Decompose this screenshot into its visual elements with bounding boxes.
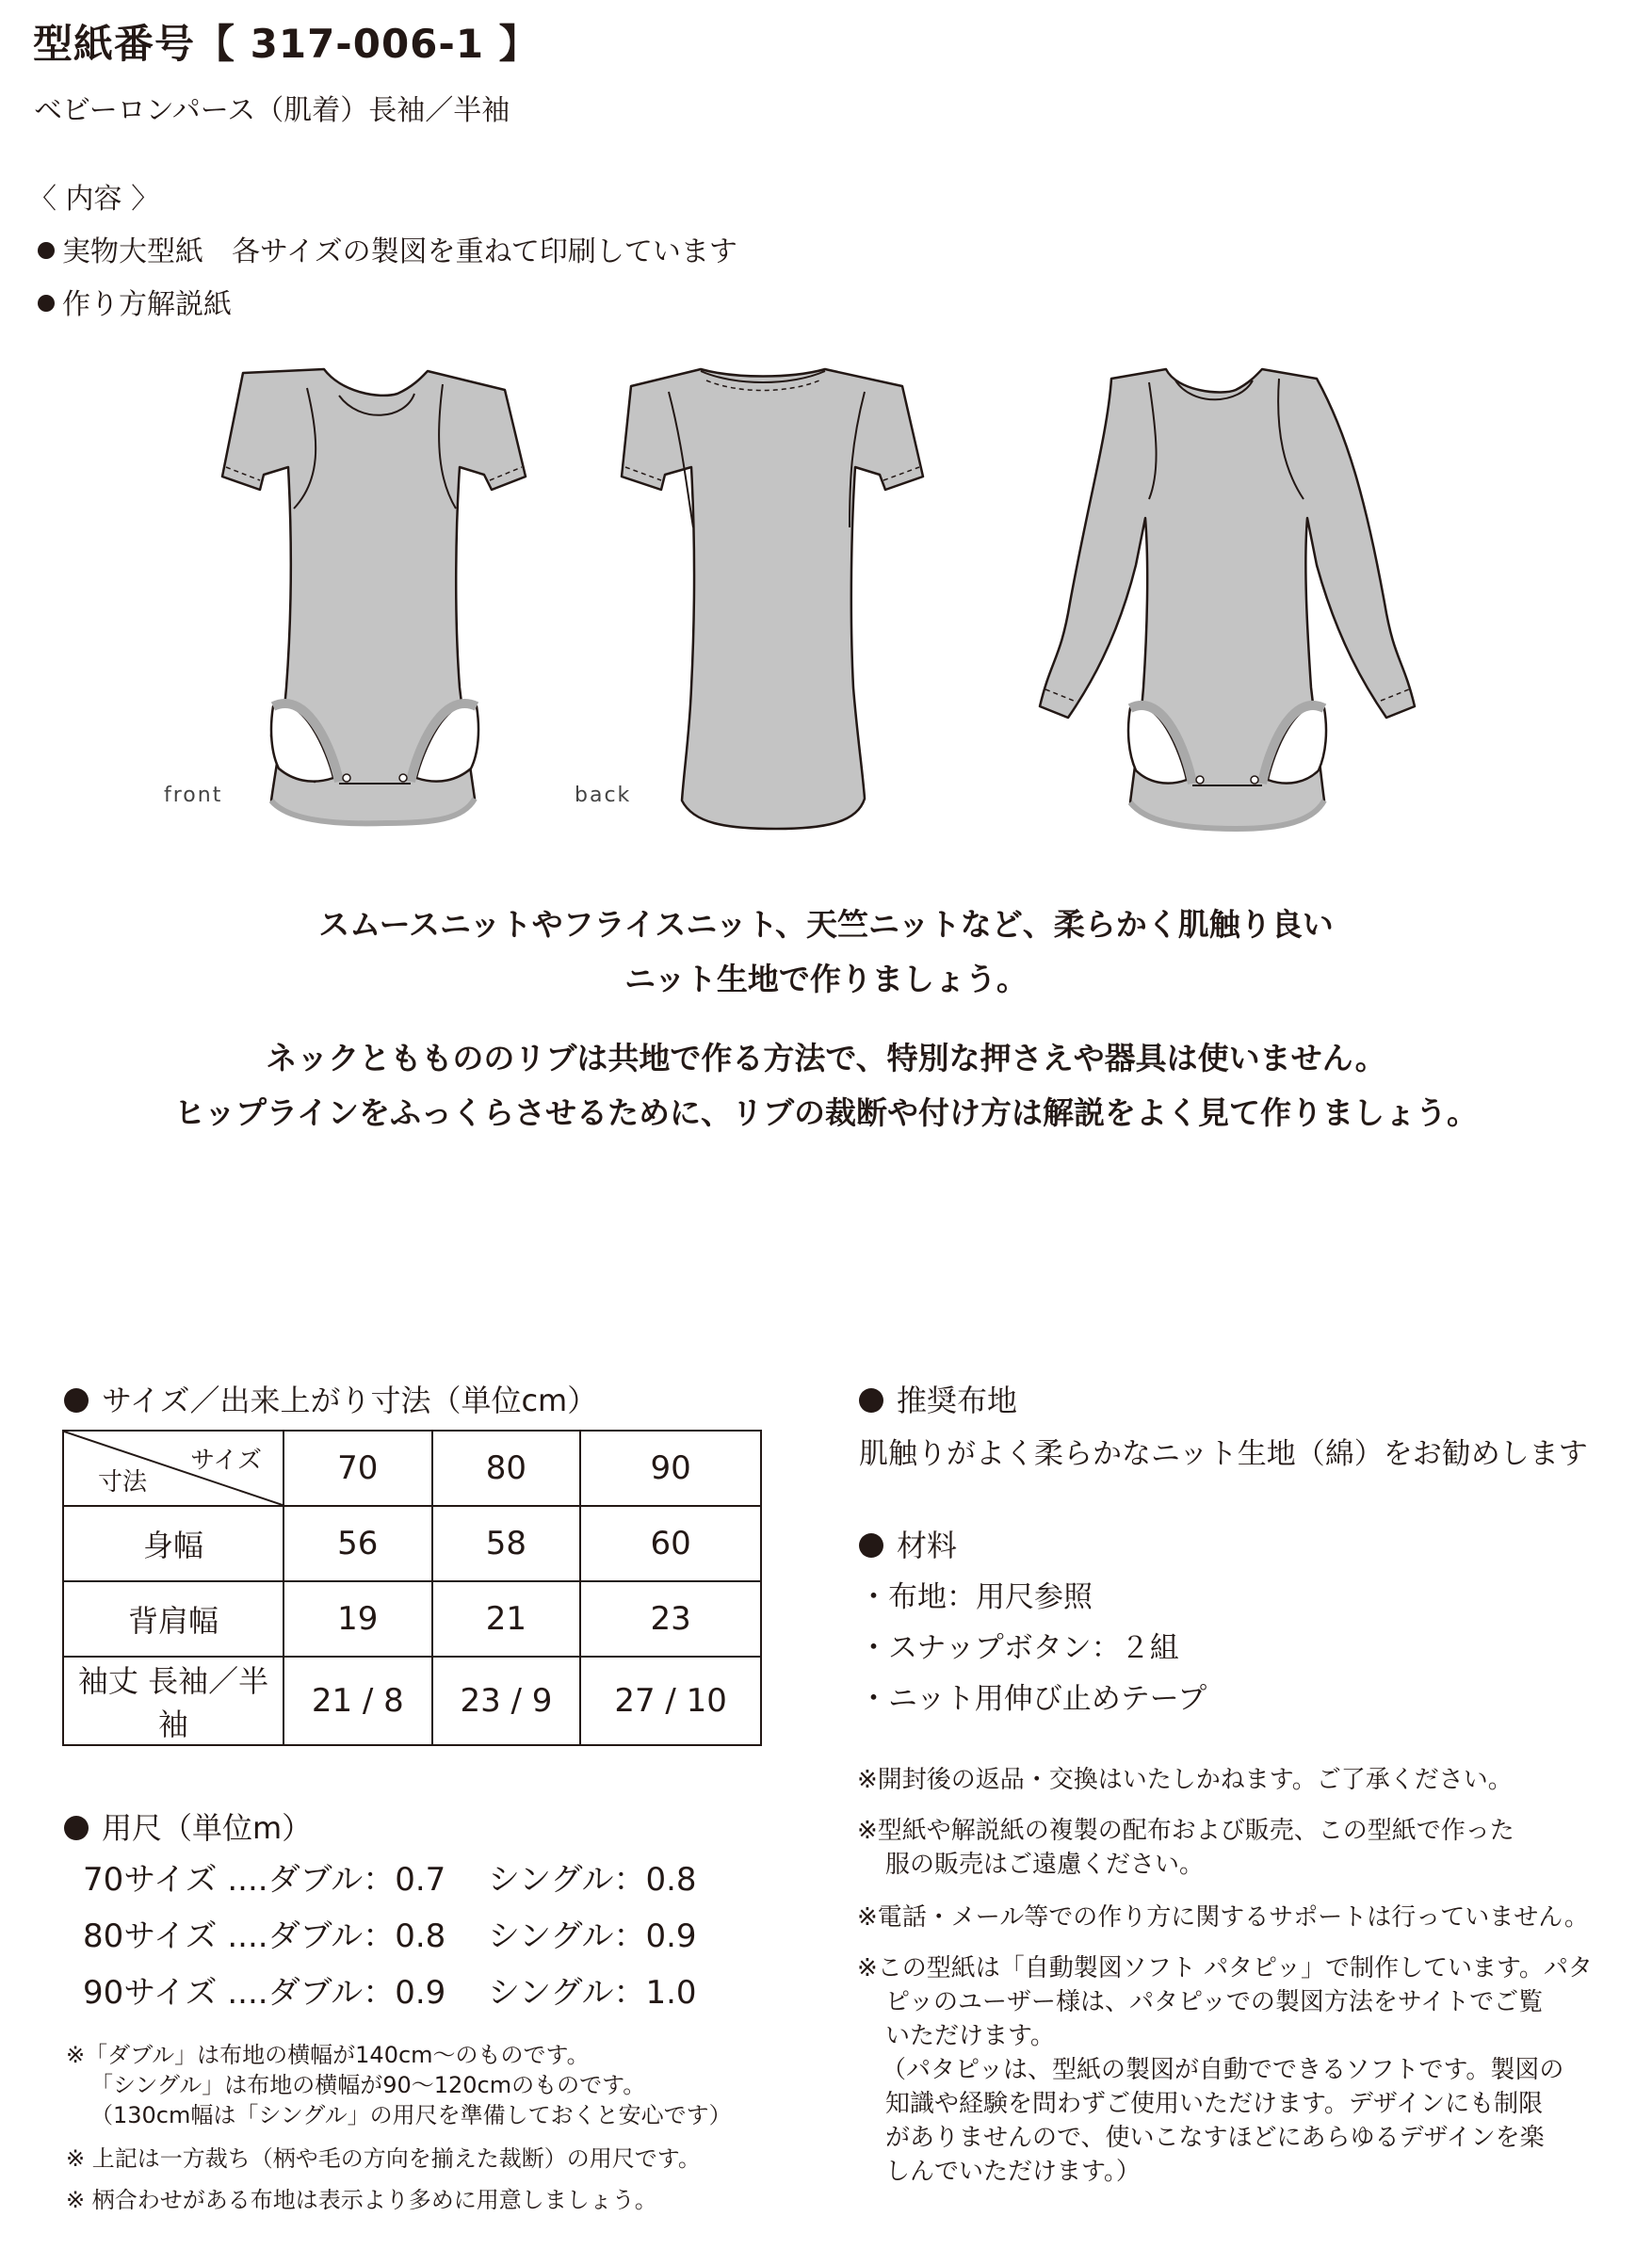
table-cell: 21 / 8 xyxy=(283,1657,432,1745)
yardage-single-90: シングル：1.0 xyxy=(488,1974,697,2012)
size-header: 70 xyxy=(283,1431,432,1506)
size-header: 80 xyxy=(432,1431,581,1506)
yardage-heading: 用尺（単位m） xyxy=(64,1804,312,1848)
yardage-size-80: 80サイズ ....ダブル：0.8 xyxy=(83,1917,446,1955)
table-row xyxy=(63,1581,761,1657)
table-cell: 23 xyxy=(580,1581,761,1657)
bullet-icon xyxy=(38,242,55,259)
bullet-icon xyxy=(38,295,55,312)
pattern-number-title: 型紙番号【 317-006-1 】 xyxy=(33,21,540,67)
yardage-single-80: シングル：0.9 xyxy=(488,1917,697,1955)
notice-software: （パタピッは、型紙の製図が自動でできるソフトです。製図の xyxy=(882,2056,1564,2084)
garment-illustrations xyxy=(132,358,1507,838)
contents-heading: 〈 内容 〉 xyxy=(28,183,160,216)
back-short-sleeve-illustration xyxy=(622,369,923,829)
bullet-icon xyxy=(859,1388,883,1413)
row-label: 袖丈 長袖／半袖 xyxy=(63,1657,283,1745)
front-long-sleeve-illustration xyxy=(1040,369,1415,829)
product-subtitle: ベビーロンパース（肌着）長袖／半袖 xyxy=(34,94,510,127)
notice-software: しんでいただけます。） xyxy=(885,2158,1141,2186)
notice-copy: ※型紙や解説紙の複製の配布および販売、この型紙で作った xyxy=(857,1817,1514,1845)
front-short-sleeve-illustration xyxy=(215,369,526,823)
table-cell: 27 / 10 xyxy=(580,1657,761,1745)
material-item: ・布地：用尺参照 xyxy=(859,1580,1093,1614)
notice-software: 知識や経験を問わずご使用いただけます。デザインにも制限 xyxy=(885,2090,1544,2118)
back-label: back xyxy=(575,784,632,807)
table-cell: 19 xyxy=(283,1581,432,1657)
table-cell: 56 xyxy=(283,1506,432,1581)
yardage-note: 「シングル」は布地の横幅が90〜120cmのものです。 xyxy=(90,2072,646,2098)
materials-heading: 材料 xyxy=(859,1522,957,1565)
fabric-heading: 推奨布地 xyxy=(859,1377,1017,1420)
notice-returns: ※開封後の返品・交換はいたしかねます。ご了承ください。 xyxy=(857,1766,1513,1794)
table-row xyxy=(63,1657,761,1745)
yardage-size-70: 70サイズ ....ダブル：0.7 xyxy=(83,1861,446,1899)
corner-dimension-label: 寸法 xyxy=(98,1468,148,1497)
contents-item: 作り方解説紙 xyxy=(38,281,232,322)
yardage-single-70: シングル：0.8 xyxy=(488,1861,697,1899)
contents-item: 実物大型紙 各サイズの製図を重ねて印刷しています xyxy=(38,228,737,269)
table-cell: 58 xyxy=(432,1506,581,1581)
size-table-heading: サイズ／出来上がり寸法（単位cm） xyxy=(64,1377,597,1420)
notice-software: がありませんので、使いこなすほどにあらゆるデザインを楽 xyxy=(885,2124,1545,2152)
description-line: ネックとももののリブは共地で作る方法で、特別な押さえや器具は使いません。 xyxy=(266,1040,1386,1076)
table-cell: 23 / 9 xyxy=(432,1657,581,1745)
description-line: ヒップラインをふっくらさせるために、リブの裁断や付け方は解説をよく見て作りましょう。 xyxy=(173,1094,1479,1131)
bullet-icon xyxy=(64,1816,89,1840)
material-item: ・スナップボタン：２組 xyxy=(859,1631,1179,1665)
corner-size-label: サイズ xyxy=(190,1447,262,1475)
table-corner-cell xyxy=(63,1431,283,1506)
row-label: 背肩幅 xyxy=(63,1581,283,1657)
bullet-icon xyxy=(64,1388,89,1413)
fabric-text: 肌触りがよく柔らかなニット生地（綿）をお勧めします xyxy=(859,1437,1588,1471)
size-header: 90 xyxy=(580,1431,761,1506)
notice-software: ピッのユーザー様は、パタピッでの製図方法をサイトでご覧 xyxy=(885,1988,1544,2016)
table-cell: 60 xyxy=(580,1506,761,1581)
row-label: 身幅 xyxy=(63,1506,283,1581)
description-line: スムースニットやフライスニット、天竺ニットなど、柔らかく肌触り良い xyxy=(318,906,1334,943)
yardage-note: ※「ダブル」は布地の横幅が140cm〜のものです。 xyxy=(66,2042,590,2068)
yardage-note: ※ 柄合わせがある布地は表示より多めに用意しましょう。 xyxy=(66,2187,657,2213)
description-line: ニット生地で作りましょう。 xyxy=(624,961,1028,997)
notice-software: ※この型紙は「自動製図ソフト パタピッ」で制作しています。パタ xyxy=(857,1954,1593,1982)
notice-software: いただけます。 xyxy=(885,2022,1055,2050)
notice-copy: 服の販売はご遠慮ください。 xyxy=(885,1851,1205,1879)
yardage-note: ※ 上記は一方裁ち（柄や毛の方向を揃えた裁断）の用尺です。 xyxy=(66,2145,701,2172)
front-label: front xyxy=(164,784,223,807)
size-table xyxy=(62,1430,762,1746)
yardage-note: （130cm幅は「シングル」の用尺を準備しておくと安心です） xyxy=(90,2102,732,2128)
table-cell: 21 xyxy=(432,1581,581,1657)
bullet-icon xyxy=(859,1533,883,1558)
notice-support: ※電話・メール等での作り方に関するサポートは行っていません。 xyxy=(857,1903,1589,1932)
material-item: ・ニット用伸び止めテープ xyxy=(859,1682,1207,1716)
table-header-row xyxy=(63,1431,761,1506)
table-row xyxy=(63,1506,761,1581)
yardage-size-90: 90サイズ ....ダブル：0.9 xyxy=(83,1974,446,2012)
